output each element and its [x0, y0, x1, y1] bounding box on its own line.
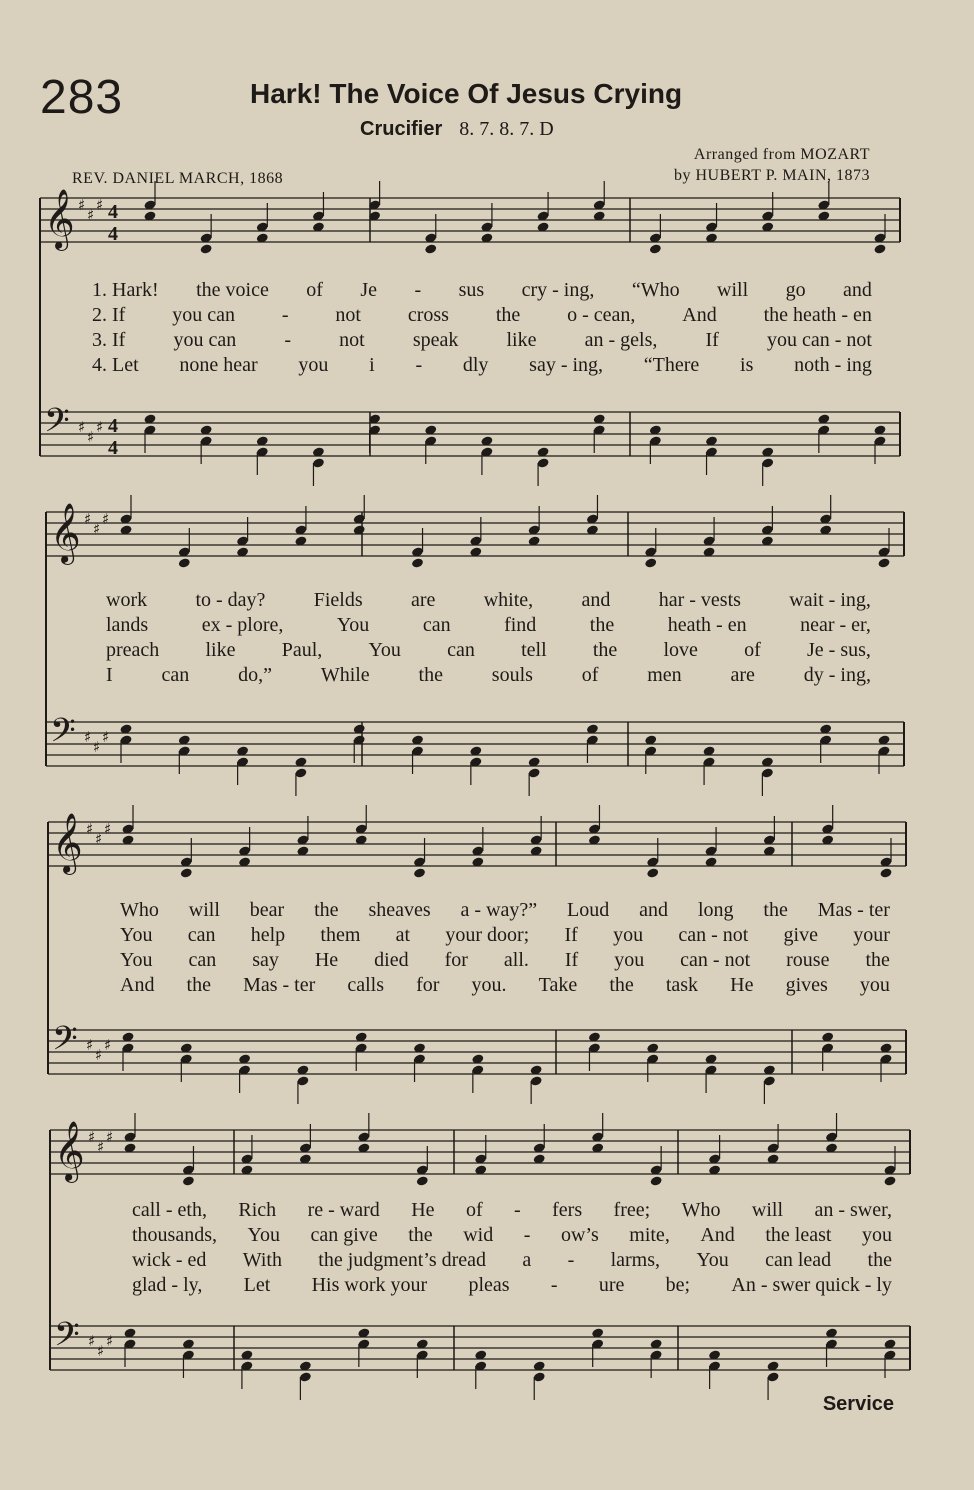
lyric-line [106, 638, 871, 663]
lyric-syllable: do,” [238, 664, 272, 686]
lyric-syllable: calls [347, 974, 385, 996]
lyric-syllable: Je - sus, [807, 639, 871, 661]
lyric-syllable: are [410, 589, 436, 611]
lyric-syllable: will [717, 279, 749, 301]
lyric-syllable: dly [462, 354, 489, 376]
lyric-syllable: glad - ly, [132, 1274, 203, 1296]
lyric-syllable: can give [310, 1224, 378, 1246]
lyric-syllable: and [581, 589, 611, 611]
sharp-icon: ♯ [86, 820, 94, 838]
sharp-icon: ♯ [102, 510, 110, 528]
lyric-syllable: “Who [631, 279, 680, 301]
treble-clef-icon: 𝄞 [50, 503, 81, 563]
lyric-syllable: will [188, 899, 220, 921]
lyric-syllable: your door; [445, 924, 530, 946]
lyric-syllable: If [564, 949, 579, 971]
lyric-line [132, 1223, 892, 1248]
sharp-icon: ♯ [106, 1332, 114, 1350]
lyric-syllable: ex - plore, [201, 614, 284, 636]
lyric-syllable: you can - not [766, 329, 872, 351]
lyric-syllable: 1. Hark! [92, 279, 159, 301]
lyric-syllable: an - gels, [584, 329, 658, 351]
lyric-syllable: not [339, 329, 365, 351]
lyric-syllable: If [564, 924, 578, 946]
lyric-syllable: near - er, [800, 614, 871, 636]
tune-name: Crucifier [360, 118, 443, 140]
treble-clef-icon: 𝄞 [52, 813, 83, 873]
lyric-syllable: is [740, 354, 754, 376]
lyric-syllable: can lead [765, 1249, 832, 1271]
lyric-syllable: noth - ing [794, 354, 872, 376]
sharp-icon: ♯ [88, 1128, 96, 1146]
treble-clef-icon: 𝄞 [54, 1121, 85, 1181]
sharp-icon: ♯ [78, 418, 86, 436]
lyric-syllable: gives [785, 974, 828, 996]
lyric-syllable: - [414, 279, 422, 301]
lyric-line [120, 973, 890, 998]
lyric-syllable: If [705, 329, 719, 351]
lyric-syllable: o - cean, [567, 304, 636, 326]
lyric-syllable: ow’s [560, 1224, 599, 1246]
lyric-syllable: And [120, 974, 155, 996]
lyric-syllable: tell [521, 639, 547, 661]
lyric-line [120, 898, 890, 923]
lyric-syllable: Mas - ter [243, 974, 316, 996]
notehead [873, 243, 886, 254]
lyric-syllable: You [368, 639, 401, 661]
lyric-syllable: at [395, 924, 411, 946]
lyric-syllable: of [581, 664, 599, 686]
sharp-icon: ♯ [84, 728, 92, 746]
lyric-line [132, 1248, 892, 1273]
lyric-syllable: sus [458, 279, 485, 301]
lyric-line [132, 1273, 892, 1298]
lyric-syllable: find [504, 614, 537, 636]
arrangement-line-2: by HUBERT P. MAIN, 1873 [673, 167, 870, 184]
lyric-syllable: the heath - en [763, 304, 872, 326]
notehead [646, 867, 659, 878]
lyric-line [132, 1198, 892, 1223]
sharp-icon: ♯ [104, 820, 112, 838]
lyric-syllable: of [306, 279, 323, 301]
lyric-line [92, 353, 872, 378]
lyric-syllable: You [247, 1224, 280, 1246]
lyric-syllable: you can [172, 304, 235, 326]
sharp-icon: ♯ [86, 1036, 94, 1054]
lyric-syllable: your [853, 924, 890, 946]
lyric-syllable: can - not [680, 949, 751, 971]
lyric-syllable: free; [613, 1199, 651, 1221]
lyric-syllable: har - vests [658, 589, 741, 611]
lyric-syllable: His work your [311, 1274, 428, 1296]
notehead [424, 243, 437, 254]
lyric-syllable: bear [249, 899, 285, 921]
lyric-syllable: - [415, 354, 423, 376]
sharp-icon: ♯ [93, 520, 101, 538]
lyric-syllable: Take [538, 974, 578, 996]
sharp-icon: ♯ [97, 1342, 105, 1360]
author-credit: REV. DANIEL MARCH, 1868 [72, 170, 284, 187]
notehead [649, 243, 662, 254]
lyric-syllable: you [614, 949, 645, 971]
lyric-syllable: wid [463, 1224, 494, 1246]
lyric-syllable: can [161, 664, 190, 686]
lyric-syllable: the [609, 974, 634, 996]
lyric-syllable: not [335, 304, 361, 326]
lyric-syllable: i [369, 354, 375, 376]
lyric-syllable: He [411, 1199, 435, 1221]
lyric-syllable: mite, [629, 1224, 670, 1246]
lyric-syllable: the voice [196, 279, 269, 301]
lyric-syllable: - [281, 304, 289, 326]
sharp-icon: ♯ [88, 1332, 96, 1350]
notehead [650, 1175, 663, 1186]
lyric-line [92, 303, 872, 328]
sharp-icon: ♯ [87, 206, 95, 224]
lyric-syllable: cross [407, 304, 449, 326]
lyric-line [120, 948, 890, 973]
lyric-syllable: can [422, 614, 451, 636]
lyric-syllable: say - ing, [529, 354, 604, 376]
lyric-syllable: - [550, 1274, 558, 1296]
lyric-syllable: you [613, 924, 644, 946]
lyric-line [106, 663, 871, 688]
lyric-syllable: dy - ing, [803, 664, 871, 686]
lyric-syllable: Let [243, 1274, 271, 1296]
lyric-syllable: you [298, 354, 329, 376]
lyric-syllable: love [663, 639, 698, 661]
lyric-syllable: to - day? [195, 589, 266, 611]
lyric-syllable: thousands, [132, 1224, 217, 1246]
lyric-syllable: you [859, 974, 890, 996]
lyric-syllable: can [187, 924, 216, 946]
lyric-syllable: - [523, 1224, 531, 1246]
lyric-syllable: the [418, 664, 443, 686]
lyric-syllable: pleas [468, 1274, 510, 1296]
lyric-syllable: And [682, 304, 717, 326]
lyric-syllable: will [751, 1199, 784, 1221]
lyric-syllable: larms, [610, 1249, 660, 1271]
lyric-syllable: all. [503, 949, 529, 971]
lyric-syllable: the [589, 614, 615, 636]
lyric-syllable: 4. Let [92, 354, 139, 376]
bass-clef-icon: 𝄢 [44, 402, 70, 448]
notehead [413, 867, 426, 878]
time-signature: 4 [108, 201, 118, 223]
sharp-icon: ♯ [78, 196, 86, 214]
lyric-syllable: cry - ing, [521, 279, 595, 301]
lyric-syllable: can - not [678, 924, 749, 946]
lyric-syllable: preach [106, 639, 160, 661]
lyric-syllable: for [416, 974, 440, 996]
lyric-syllable: none hear [179, 354, 258, 376]
sharp-icon: ♯ [96, 196, 104, 214]
lyric-syllable: go [785, 279, 806, 301]
notehead [879, 867, 892, 878]
lyric-syllable: the [314, 899, 339, 921]
lyric-syllable: the [186, 974, 211, 996]
lyric-syllable: “There [643, 354, 700, 376]
lyric-syllable: work [106, 589, 148, 611]
lyric-syllable: say [252, 949, 279, 971]
hymn-title: Hark! The Voice Of Jesus Crying [250, 78, 683, 109]
section-label: Service [822, 1393, 894, 1415]
lyric-syllable: can [447, 639, 475, 661]
lyric-line [106, 613, 871, 638]
lyric-syllable: the [495, 304, 521, 326]
hymn-number: 283 [40, 71, 124, 124]
lyric-syllable: Rich [238, 1199, 277, 1221]
lyric-syllable: call - eth, [132, 1199, 207, 1221]
sharp-icon: ♯ [93, 738, 101, 756]
sharp-icon: ♯ [97, 1138, 105, 1156]
sharp-icon: ♯ [87, 428, 95, 446]
lyric-syllable: of [744, 639, 761, 661]
lyric-syllable: white, [483, 589, 534, 611]
lyric-syllable: the [867, 1249, 892, 1271]
lyric-syllable: them [320, 924, 361, 946]
lyric-line [92, 278, 872, 303]
lyric-syllable: While [320, 664, 370, 686]
lyric-syllable: 3. If [92, 329, 126, 351]
lyric-syllable: task [665, 974, 699, 996]
lyric-syllable: a - way?” [460, 899, 538, 921]
time-signature: 4 [108, 437, 118, 459]
lyric-syllable: With [242, 1249, 282, 1271]
lyric-syllable: and [639, 899, 669, 921]
lyric-syllable: you [861, 1224, 892, 1246]
lyric-line [92, 328, 872, 353]
lyric-syllable: a [522, 1249, 532, 1271]
lyric-syllable: Mas - ter [817, 899, 890, 921]
lyric-syllable: Je [360, 279, 378, 301]
lyric-syllable: Paul, [281, 639, 323, 661]
lyric-syllable: the judgment’s dread [318, 1249, 487, 1271]
sharp-icon: ♯ [95, 1046, 103, 1064]
lyric-line [120, 923, 890, 948]
notehead [877, 557, 890, 568]
lyric-syllable: I [106, 664, 113, 686]
lyric-syllable: You [696, 1249, 729, 1271]
notehead [411, 557, 424, 568]
lyric-syllable: lands [106, 614, 149, 636]
lyric-syllable: Who [681, 1199, 721, 1221]
lyric-syllable: and [843, 279, 872, 301]
bass-clef-icon: 𝄢 [52, 1020, 78, 1066]
lyric-syllable: wait - ing, [789, 589, 871, 611]
notehead [180, 867, 193, 878]
notehead [644, 557, 657, 568]
lyric-syllable: Who [120, 899, 159, 921]
lyric-syllable: He [730, 974, 754, 996]
sharp-icon: ♯ [106, 1128, 114, 1146]
bass-clef-icon: 𝄢 [54, 1316, 80, 1362]
lyric-syllable: the [408, 1224, 433, 1246]
bass-clef-icon: 𝄢 [50, 712, 76, 758]
lyric-line [106, 588, 871, 613]
notehead [200, 243, 213, 254]
time-signature: 4 [108, 223, 118, 245]
lyric-syllable: speak [412, 329, 459, 351]
lyric-syllable: like [506, 329, 537, 351]
sharp-icon: ♯ [95, 830, 103, 848]
lyric-syllable: help [250, 924, 286, 946]
lyric-syllable: the [763, 899, 788, 921]
lyric-syllable: You [336, 614, 370, 636]
lyric-syllable: sheaves [368, 899, 431, 921]
sharp-icon: ♯ [104, 1036, 112, 1054]
lyric-syllable: the least [765, 1224, 832, 1246]
lyric-syllable: be; [665, 1274, 691, 1296]
lyric-syllable: Fields [313, 589, 363, 611]
treble-clef-icon: 𝄞 [44, 189, 75, 249]
lyric-syllable: And [700, 1224, 735, 1246]
lyric-syllable: You [120, 949, 153, 971]
lyric-syllable: can [188, 949, 217, 971]
lyric-syllable: An - swer quick - ly [731, 1274, 892, 1296]
notehead [178, 557, 191, 568]
lyric-syllable: - [514, 1199, 521, 1221]
lyric-syllable: you. [471, 974, 507, 996]
sharp-icon: ♯ [84, 510, 92, 528]
lyric-syllable: heath - en [667, 614, 747, 636]
lyric-syllable: You [120, 924, 153, 946]
lyric-syllable: Loud [567, 899, 610, 921]
lyric-syllable: rouse [786, 949, 830, 971]
lyric-syllable: wick - ed [132, 1249, 207, 1271]
lyric-syllable: souls [491, 664, 533, 686]
lyric-syllable: the [865, 949, 890, 971]
notehead [416, 1175, 429, 1186]
notehead [182, 1175, 195, 1186]
sharp-icon: ♯ [96, 418, 104, 436]
lyric-syllable: like [205, 639, 236, 661]
sharp-icon: ♯ [102, 728, 110, 746]
lyric-syllable: ure [598, 1274, 625, 1296]
lyric-syllable: you can [173, 329, 237, 351]
arrangement-line-1: Arranged from MOZART [693, 146, 870, 163]
lyric-syllable: an - swer, [814, 1199, 892, 1221]
notehead [883, 1175, 896, 1186]
lyric-syllable: the [592, 639, 618, 661]
lyric-syllable: - [567, 1249, 575, 1271]
lyric-syllable: re - ward [307, 1199, 380, 1221]
lyric-syllable: long [697, 899, 734, 921]
lyric-syllable: are [730, 664, 755, 686]
lyric-syllable: 2. If [92, 304, 126, 326]
lyric-syllable: for [444, 949, 468, 971]
lyric-syllable: - [284, 329, 292, 351]
meter: 8. 7. 8. 7. D [459, 118, 554, 140]
lyric-syllable: He [314, 949, 339, 971]
lyric-syllable: of [465, 1199, 483, 1221]
time-signature: 4 [108, 415, 118, 437]
lyric-syllable: fers [552, 1199, 583, 1221]
lyric-syllable: died [374, 949, 409, 971]
lyric-syllable: men [647, 664, 682, 686]
lyric-syllable: give [783, 924, 818, 946]
